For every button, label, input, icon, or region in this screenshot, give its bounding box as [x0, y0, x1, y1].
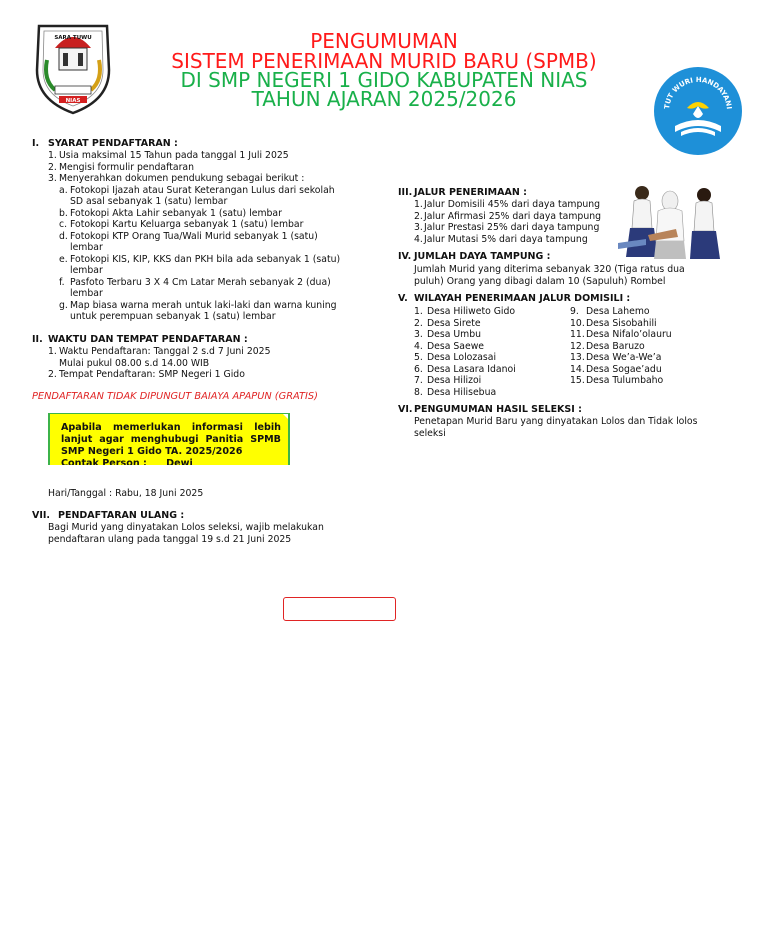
title-line-1: PENGUMUMAN: [310, 29, 458, 53]
section-5-heading: V. WILAYAH PENERIMAAN JALUR DOMISILI :: [398, 293, 631, 304]
section-2-heading: II. WAKTU DAN TEMPAT PENDAFTARAN :: [32, 334, 248, 345]
contact-info-text: Apabila memerlukan informasi lebih lanjut agar menghubugi Panitia SPMB SMP Negeri 1 Gido TA. 2025/2026: [61, 422, 281, 457]
section-6-text-line-2: seleksi: [414, 427, 446, 439]
title-line-2: SISTEM PENERIMAAN MURID BARU (SPMB): [171, 49, 597, 73]
students-illustration: [612, 183, 722, 261]
date-line: Hari/Tanggal : Rabu, 18 Juni 2025: [48, 488, 204, 499]
tut-wuri-handayani-logo: [653, 66, 743, 156]
title-line-4: TAHUN AJARAN 2025/2026: [251, 87, 517, 111]
section-7-text-line-2: pendaftaran ulang pada tanggal 19 s.d 21 Juni 2025: [48, 533, 292, 545]
free-registration-notice: PENDAFTARAN TIDAK DIPUNGUT BAIAYA APAPUN (GRATIS): [32, 391, 318, 402]
section-6-heading: VI. PENGUMUMAN HASIL SELEKSI :: [398, 404, 582, 415]
contact-info-box: [48, 413, 290, 465]
contact-person-name: Dewi: [166, 458, 193, 465]
section-7-heading: VII. PENDAFTARAN ULANG :: [32, 510, 185, 521]
section-4-heading: IV. JUMLAH DAYA TAMPUNG :: [398, 251, 551, 262]
logo-motto-text: TUT WURI HANDAYANI: [663, 75, 733, 110]
section-1-heading: I. SYARAT PENDAFTARAN :: [32, 138, 178, 149]
crest-top-text: SARA TUWU: [54, 35, 92, 41]
contact-person-label: Contak Person :: [61, 458, 147, 465]
section-4-text-line-2: puluh) Orang yang dibagi dalam 10 (Sapuluh) Rombel: [414, 275, 666, 287]
crest-bottom-text: NIAS: [65, 98, 81, 104]
section-4-text-line-1: Jumlah Murid yang diterima sebanyak 320 (Tiga ratus dua: [414, 264, 685, 275]
section-3-heading: III. JALUR PENERIMAAN :: [398, 187, 527, 198]
title-line-3: DI SMP NEGERI 1 GIDO KABUPATEN NIAS: [180, 68, 588, 92]
section-6-text-line-1: Penetapan Murid Baru yang dinyatakan Lolos dan Tidak lolos: [414, 416, 698, 427]
section-7-text-line-1: Bagi Murid yang dinyatakan Lolos seleksi, wajib melakukan: [48, 522, 324, 533]
red-outline-box: [283, 597, 396, 621]
